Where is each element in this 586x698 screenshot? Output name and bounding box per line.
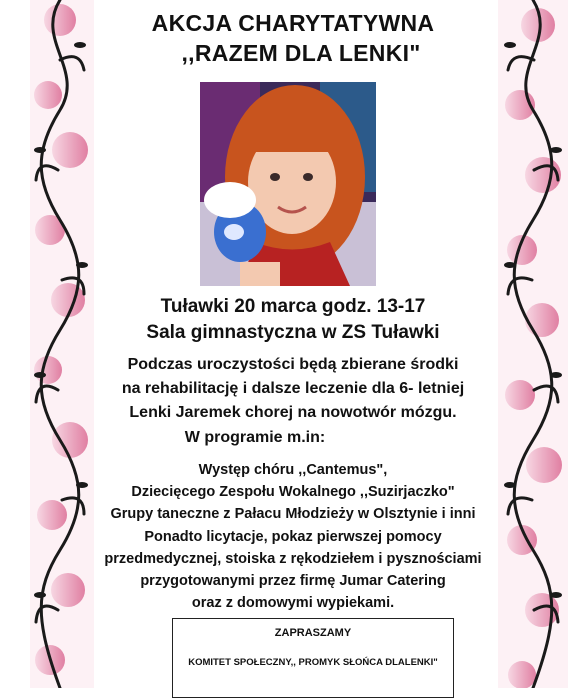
program-line: Grupy taneczne z Pałacu Młodzieży w Olsztynie i inni (110, 506, 476, 522)
program-line: oraz z domowymi wypiekami. (191, 595, 395, 611)
program-line: przedmedycznej, stoiska z rękodziełem i pysznościami (104, 551, 482, 567)
invitation-text: ZAPRASZAMY (274, 627, 352, 639)
program-line: Ponadto licytacje, pokaz pierwszej pomocy (144, 529, 442, 545)
program-line: Występ chóru ,,Cantemus", (198, 462, 388, 478)
description-line: Podczas uroczystości będą zbierane środki (127, 356, 459, 373)
program-heading: W programie m.in: (184, 429, 326, 446)
poster-title: AKCJA CHARYTATYWNA (151, 10, 435, 36)
event-date: Tuławki 20 marca godz. 13-17 (160, 296, 426, 317)
program-line: Dziecięcego Zespołu Wokalnego ,,Suzirjaczko" (131, 484, 455, 500)
committee-signature: KOMITET SPOŁECZNY,, PROMYK SŁOŃCA DLALENKI" (188, 657, 438, 668)
program-line: przygotowanymi przez firmę Jumar Catering (140, 573, 446, 589)
event-venue: Sala gimnastyczna w ZS Tuławki (146, 322, 440, 343)
poster-subtitle: ,,RAZEM DLA LENKI" (181, 40, 421, 66)
invitation-box (172, 618, 454, 698)
description-line: Lenki Jaremek chorej na nowotwór mózgu. (129, 404, 457, 421)
description-line: na rehabilitację i dalsze leczenie dla 6- letniej (121, 380, 465, 397)
girl-with-toy-photo (200, 82, 376, 286)
